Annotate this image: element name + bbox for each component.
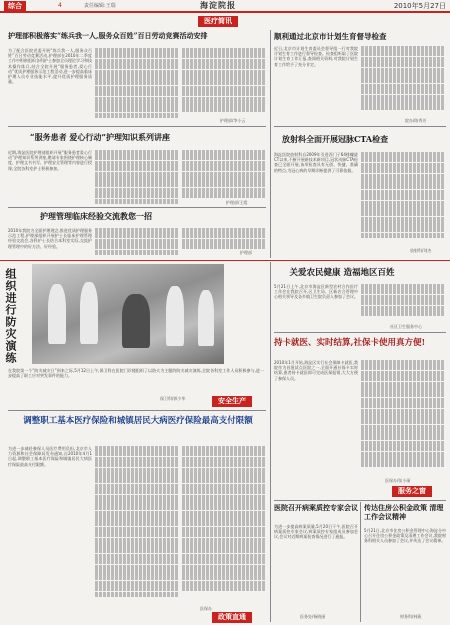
body-a11: 5月21日,北京市住房公积金管理中心海淀分中心召开住房公积金政策及清理工作会议,我院财务科相关人员参加了会议,并传达了会议精神。 bbox=[364, 528, 446, 544]
body-a3-col3 bbox=[182, 228, 266, 250]
byline-a2: 护理部/王霞 bbox=[226, 200, 248, 205]
byline-a5: 放射科/刘杰 bbox=[410, 248, 432, 253]
headline-a9: 调整职工基本医疗保险和城镇居民大病医疗保险最高支付限额 bbox=[23, 416, 253, 426]
headline-a5: 放射科全面开展冠脉CTA检查 bbox=[282, 134, 389, 144]
divider bbox=[274, 332, 446, 333]
byline-a8: 医保办/张小丽 bbox=[385, 478, 411, 483]
byline-a1: 护理部/李小云 bbox=[220, 118, 246, 123]
body-a5: 海淀医院放射科自2009年引进西门子64排螺旋CT以来,不断开展新技术新项目,冠状动脉CTA检查已全面开展,该项检查具有无创、快捷、准确的特点,为冠心病的早期诊断提供了可靠依据。 bbox=[274, 152, 358, 173]
divider bbox=[360, 502, 361, 622]
issue-date: 2010年5月27日 bbox=[393, 2, 446, 10]
body-a4: 近日,北京市计划生育委员会督导组一行对我院计划生育工作进行督导检查。检查组听取了医院计划生育工作汇报,查阅相关资料,对我院计划生育工作给予了充分肯定。 bbox=[274, 46, 358, 67]
headline-a2: “服务患者 爱心行动”护理知识系列讲座 bbox=[30, 132, 170, 142]
headline-a10: 医院召开病案质控专家会议 bbox=[274, 503, 358, 512]
divider bbox=[8, 207, 266, 208]
divider bbox=[274, 126, 446, 127]
byline-a7: 社区卫生服务中心 bbox=[390, 324, 422, 329]
headline-a6: 组织进行防灾演练 bbox=[4, 268, 17, 364]
drill-photo bbox=[32, 264, 224, 364]
body-a9-col3 bbox=[182, 446, 266, 600]
body-a4-col2 bbox=[361, 46, 445, 116]
section-divider bbox=[0, 260, 450, 261]
body-a10: 为进一步提高病案质量,5月20日下午,医院召开病案质控专家会议,病案质控专家组成员参加会议,会议对近期病案检查情况进行了通报。 bbox=[274, 524, 358, 540]
byline-a6: 保卫科/郭少华 bbox=[160, 396, 186, 401]
byline-a3: 护理部 bbox=[240, 250, 252, 255]
section-label: 综合 bbox=[4, 1, 26, 11]
body-a2: 近期,海淀医院护理部组织开展“服务患者爱心行动”护理知识系列讲座,邀请专家围绕护理核心制度、护理文书书写、护理安全管理等内容进行授课,全院各科室护士积极参加。 bbox=[8, 150, 92, 171]
tag-service-desk: 服务之窗 bbox=[392, 486, 432, 497]
divider bbox=[270, 30, 271, 258]
divider bbox=[8, 126, 266, 127]
headline-a11: 传达住房公积金政策 清理工作会议精神 bbox=[364, 503, 444, 521]
page-header bbox=[0, 0, 450, 13]
body-a2-col3 bbox=[182, 150, 266, 200]
headline-a7: 关爱农民健康 造福地区百姓 bbox=[289, 268, 395, 278]
body-a7-col2 bbox=[361, 284, 445, 320]
body-a8-col2 bbox=[361, 360, 445, 478]
tag-medical-news: 医疗简讯 bbox=[198, 16, 238, 27]
page-number: 4 bbox=[58, 2, 62, 9]
body-a7: 5月21日上午,北京市海淀区新型农村合作医疗工作会在我院召开,区卫生局、区新农合管理中心相关领导及各乡镇卫生院负责人参加了会议。 bbox=[274, 284, 358, 300]
byline-a11: 财务科/林燕 bbox=[400, 614, 422, 619]
headline-a8: 持卡就医、实时结算,社保卡使用真方便! bbox=[274, 338, 426, 348]
body-a2-col2 bbox=[95, 150, 179, 206]
body-a1: 为了配合医院党委开展“练兵我一人,服务众百姓”百日劳动竞赛活动,护理部在2010年二季度工作中积极组织各科护士参加全员理论学习和技术操作练兵,结合全院开展“服务患者,爱心行动”优质护理服务示范工程活动,进一步提高临床护理人员专业技能水平,提升优质护理服务质量。 bbox=[8, 48, 92, 85]
body-a8: 2010年1月开始,海淀区实行社会保障卡就医,我院作为首批试点医院之一,全面开通社保卡实时结算,患者持卡就医即可完成医保报销,大大方便了参保人员。 bbox=[274, 360, 358, 381]
divider bbox=[274, 500, 446, 501]
body-a3-col2 bbox=[95, 228, 179, 256]
byline-a4: 院办/陈秀芳 bbox=[405, 118, 427, 123]
body-a1-col3 bbox=[182, 48, 266, 118]
tag-policy-express: 政策直通 bbox=[212, 612, 252, 623]
headline-a3: 护理管理临床经验交流教您一招 bbox=[40, 211, 152, 221]
tag-safety-production: 安全生产 bbox=[212, 396, 252, 407]
divider bbox=[270, 262, 271, 622]
byline-a9: 医保办 bbox=[200, 606, 212, 611]
body-a5-col2 bbox=[361, 152, 445, 246]
body-a1-col2 bbox=[95, 48, 179, 124]
body-a9-col2 bbox=[95, 446, 179, 606]
headline-a1: 护理部积极落实“练兵我一人,服务众百姓”百日劳动竞赛活动安排 bbox=[8, 31, 208, 40]
divider bbox=[8, 410, 266, 411]
headline-a4: 顺利通过北京市计划生育督导检查 bbox=[274, 32, 387, 41]
byline-a10: 医务处/杨晓丽 bbox=[300, 614, 326, 619]
masthead: 海淀院报 bbox=[200, 1, 236, 10]
body-a3: 2010年我院为全面护理理念,推进优质护理服务示范工程,护理部组织开展护士长临床护理管理经验交流会,各科护士长结合本科室实际,交流护理管理中的好方法、好经验。 bbox=[8, 228, 92, 249]
body-a9: 为进一步减轻参保人员医疗费用负担,北京市人力资源和社会保障局发布通知,自2010年4月1日起,调整职工基本医疗保险和城镇居民大病医疗保险最高支付限额。 bbox=[8, 446, 92, 467]
editor-line: 责任编辑:王瑞 bbox=[84, 3, 116, 9]
body-a6: 在我院第一个“防灾减灾日”到来之际,5月12日上午,保卫科在医院门诊楼组织了以防火为主题的防灾减灾演练,全院各科室工作人员积极参与,进一步提高了职工应对突发事件的能力。 bbox=[8, 368, 264, 379]
